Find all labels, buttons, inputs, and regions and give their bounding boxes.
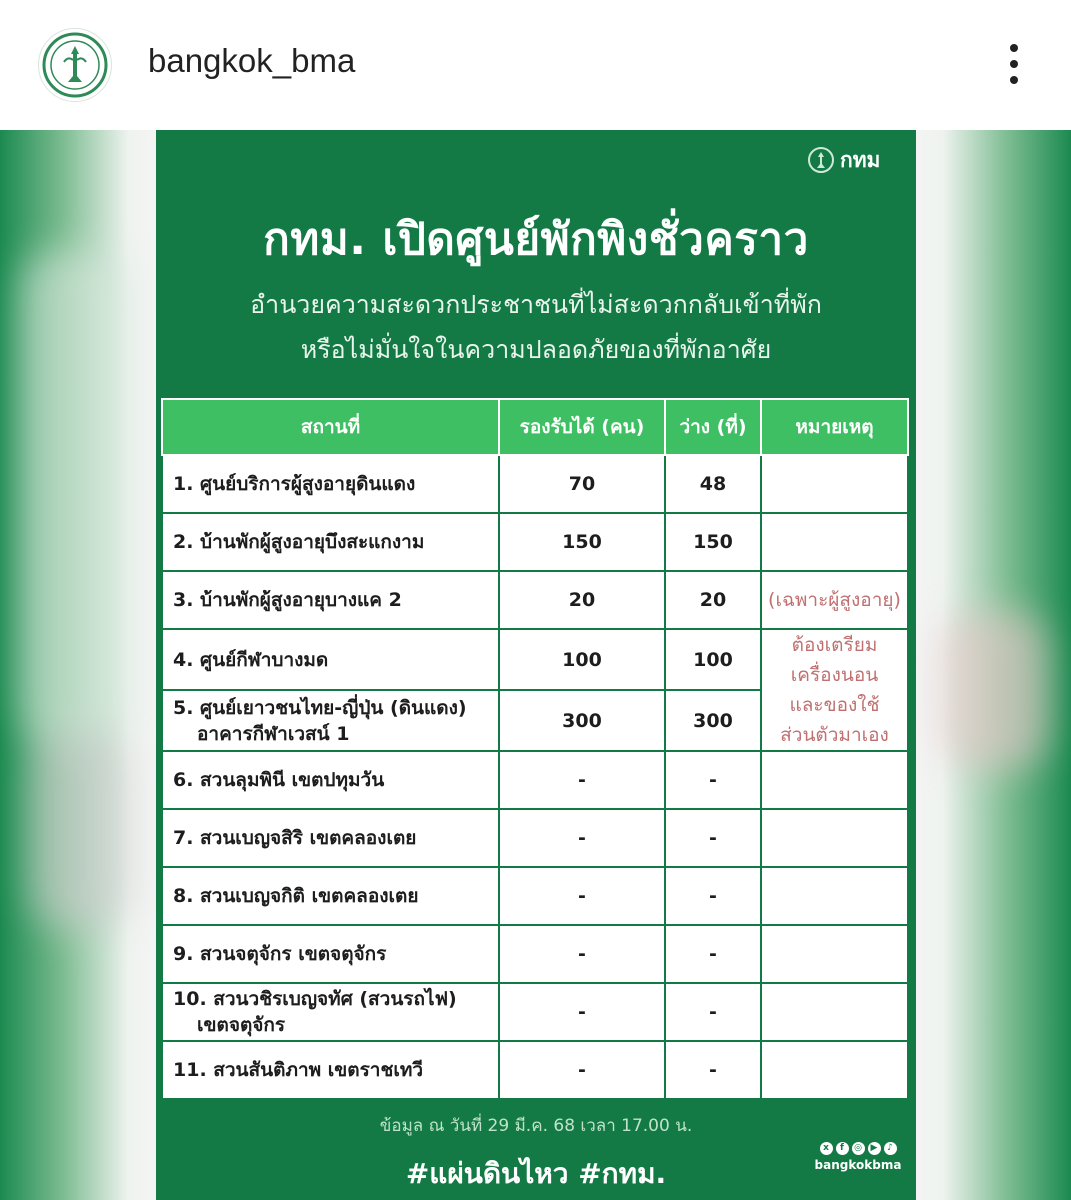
bma-logo [808,145,880,175]
place-cell: 9. สวนจตุจักร เขตจตุจักร [162,925,499,983]
vacant-cell: - [665,925,761,983]
table-row [162,751,908,809]
vacant-cell: 100 [665,629,761,690]
social-links [808,1142,908,1172]
youtube-icon: ▶ [868,1142,881,1155]
table-row [162,1041,908,1099]
poster-title: กทม. เปิดศูนย์พักพิงชั่วคราว [263,214,809,265]
capacity-cell: 70 [499,455,665,513]
table-row [162,571,908,629]
table-row [162,809,908,867]
place-cell: 7. สวนเบญจสิริ เขตคลองเตย [162,809,499,867]
place-cell: 1. ศูนย์บริการผู้สูงอายุดินแดง [162,455,499,513]
poster-subtitle: หรือไม่มั่นใจในความปลอดภัยของที่พักอาศัย [300,335,772,364]
background-blur [30,730,130,930]
place-cell: 3. บ้านพักผู้สูงอายุบางแค 2 [162,571,499,629]
table-row [162,455,908,513]
note-cell [761,455,908,513]
column-header: รองรับได้ (คน) [499,399,665,455]
column-header: ว่าง (ที่) [665,399,761,455]
logo-text: กทม [840,147,881,172]
table-row [162,867,908,925]
capacity-cell: - [499,809,665,867]
note-bring-bedding: ต้องเตรียม เครื่องนอน และของใช้ ส่วนตัวมาเอง [761,629,908,751]
more-options-button[interactable] [996,38,1032,90]
place-cell: 2. บ้านพักผู้สูงอายุบึงสะแกงาม [162,513,499,571]
capacity-cell: - [499,751,665,809]
username[interactable]: bangkok_bma [148,42,356,79]
table-row [162,925,908,983]
capacity-cell: 100 [499,629,665,690]
shelter-table [161,398,909,1100]
avatar[interactable] [38,28,112,102]
place-cell: 6. สวนลุมพินี เขตปทุมวัน [162,751,499,809]
place-cell: 11. สวนสันติภาพ เขตราชเทวี [162,1041,499,1099]
place-cell: 4. ศูนย์กีฬาบางมด [162,629,499,690]
capacity-cell: - [499,925,665,983]
note-elderly-only: (เฉพาะผู้สูงอายุ) [761,571,908,629]
facebook-icon: f [836,1142,849,1155]
vacant-cell: 48 [665,455,761,513]
note-cell [761,751,908,809]
table-row [162,629,908,690]
capacity-cell: - [499,867,665,925]
vacant-cell: 150 [665,513,761,571]
column-header: สถานที่ [162,399,499,455]
instagram-icon: ◎ [852,1142,865,1155]
note-cell [761,925,908,983]
post-image[interactable] [0,130,1071,1200]
note-cell [761,1041,908,1099]
capacity-cell: - [499,1041,665,1099]
note-cell [761,809,908,867]
place-cell: 5. ศูนย์เยาวชนไทย-ญี่ปุ่น (ดินแดง) อาคารกีฬาเวสน์ 1 [162,690,499,751]
capacity-cell: 20 [499,571,665,629]
vacant-cell: - [665,751,761,809]
poster-subtitle: อำนวยความสะดวกประชาชนที่ไม่สะดวกกลับเข้าที่พัก [250,290,822,319]
table-row [162,513,908,571]
vacant-cell: - [665,1041,761,1099]
vacant-cell: 300 [665,690,761,751]
more-vertical-icon [1010,44,1018,52]
table-header-row [162,399,908,455]
note-cell [761,983,908,1041]
tiktok-icon: ♪ [884,1142,897,1155]
announcement-poster [156,130,916,1200]
social-handle: bangkokbma [814,1158,902,1172]
table-row [162,983,908,1041]
background-blur [940,610,1050,770]
column-header: หมายเหตุ [761,399,908,455]
place-cell: 10. สวนวชิรเบญจทัศ (สวนรถไฟ) เขตจตุจักร [162,983,499,1041]
note-cell [761,867,908,925]
place-cell: 8. สวนเบญจกิติ เขตคลองเตย [162,867,499,925]
data-timestamp: ข้อมูล ณ วันที่ 29 มี.ค. 68 เวลา 17.00 น. [379,1116,693,1136]
note-cell [761,513,908,571]
vacant-cell: - [665,809,761,867]
vacant-cell: - [665,867,761,925]
post-header [0,0,1071,130]
background-blur [20,250,130,750]
vacant-cell: 20 [665,571,761,629]
x-icon: x [820,1142,833,1155]
vacant-cell: - [665,983,761,1041]
capacity-cell: 300 [499,690,665,751]
capacity-cell: 150 [499,513,665,571]
bma-seal-icon [808,147,834,173]
capacity-cell: - [499,983,665,1041]
bma-seal-icon [42,32,108,98]
hashtags: #แผ่นดินไหว #กทม. [405,1157,667,1190]
